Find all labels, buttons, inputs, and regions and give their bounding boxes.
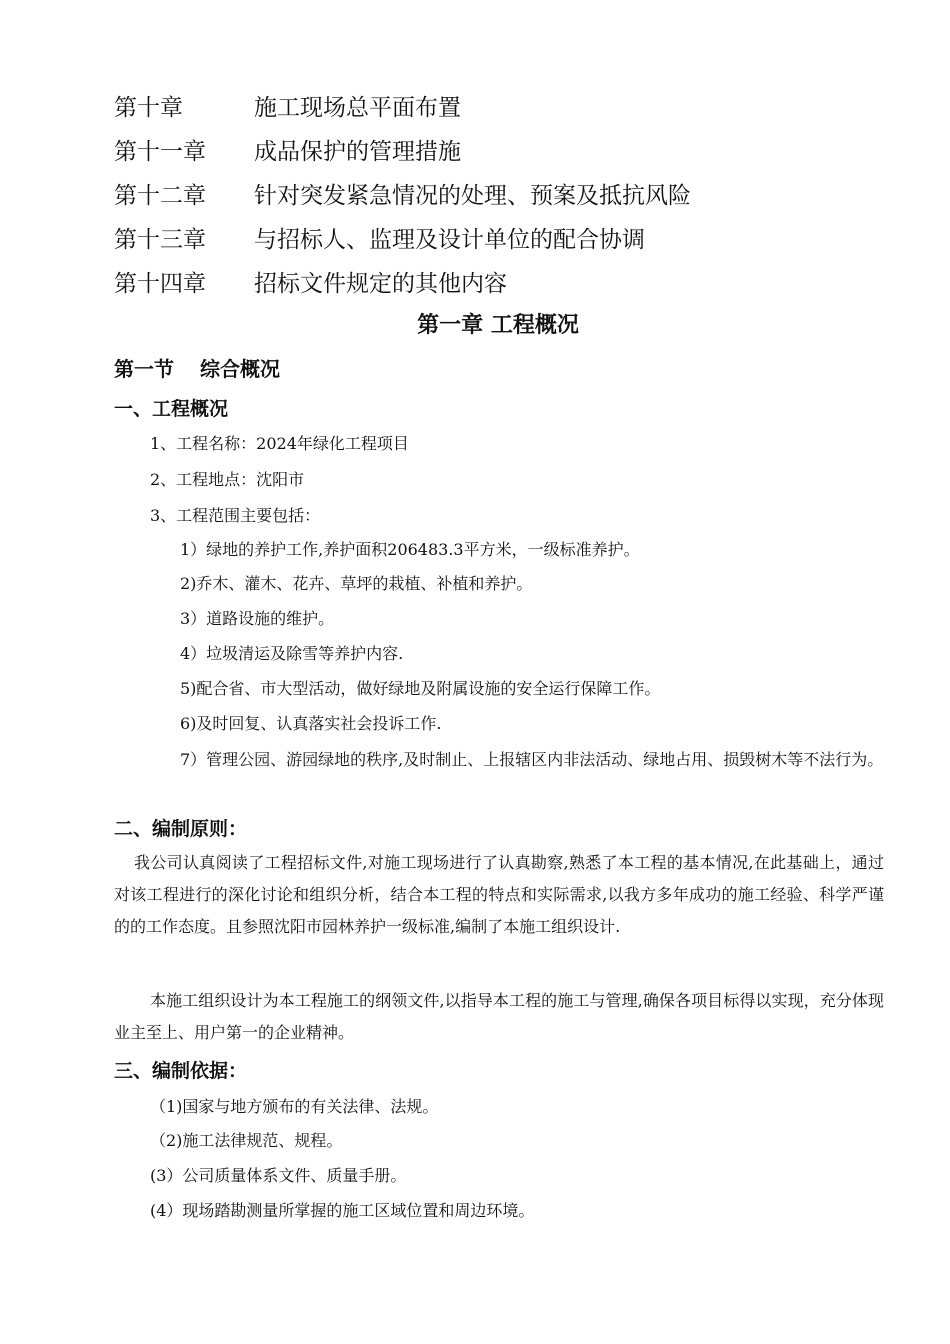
toc-chapter-title: 针对突发紧急情况的处理、预案及抵抗风险	[254, 183, 691, 209]
toc-chapter-number: 第十二章	[114, 183, 206, 209]
scope-item: 4）垃圾清运及除雪等养护内容.	[180, 644, 404, 663]
toc-chapter-title: 招标文件规定的其他内容	[254, 271, 507, 297]
heading-principles: 二、编制原则：	[114, 818, 248, 840]
section-number: 第一节	[114, 357, 174, 381]
scope-item: 1）绿地的养护工作,养护面积206483.3平方米，一级标准养护。	[180, 540, 640, 559]
heading-basis: 三、编制依据：	[114, 1060, 248, 1082]
scope-item: 3）道路设施的维护。	[180, 609, 335, 628]
scope-item: 7）管理公园、游园绿地的秩序,及时制止、上报辖区内非法活动、绿地占用、损毁树木等不法行为。	[180, 750, 884, 769]
toc-chapter-number: 第十四章	[114, 271, 206, 297]
overview-item: 3、工程范围主要包括：	[150, 506, 321, 525]
heading-project-overview: 一、工程概况	[114, 398, 229, 420]
section-name: 综合概况	[200, 357, 280, 381]
principles-paragraph: 本施工组织设计为本工程施工的纲领文件,以指导本工程的施工与管理,确保各项目标得以实现，充分体现业主至上、用户第一的企业精神。	[114, 991, 884, 1042]
toc-chapter-number: 第十三章	[114, 227, 206, 253]
scope-item: 6)及时回复、认真落实社会投诉工作.	[180, 714, 442, 733]
toc-entry	[114, 86, 874, 130]
overview-item: 1、工程名称：2024年绿化工程项目	[150, 434, 409, 453]
toc-chapter-title: 施工现场总平面布置	[254, 95, 461, 121]
toc-entry	[114, 262, 874, 306]
table-of-contents	[114, 86, 874, 306]
toc-chapter-title: 成品保护的管理措施	[254, 139, 461, 165]
basis-item: (4）现场踏勘测量所掌握的施工区域位置和周边环境。	[150, 1201, 535, 1220]
toc-entry	[114, 218, 874, 262]
section-title	[114, 350, 280, 388]
principles-paragraph: 我公司认真阅读了工程招标文件,对施工现场进行了认真勘察,熟悉了本工程的基本情况,在此基础上，通过对该工程进行的深化讨论和组织分析，结合本工程的特点和实际需求,以我方多年成功的施工经验、科学严谨的的工作态度。且参照沈阳市园林养护一级标准,编制了本施工组织设计.	[114, 853, 884, 936]
toc-chapter-title: 与招标人、监理及设计单位的配合协调	[254, 227, 645, 253]
chapter-title: 第一章 工程概况	[417, 313, 579, 338]
basis-item: (3）公司质量体系文件、质量手册。	[150, 1166, 407, 1185]
basis-item: （2)施工法律规范、规程。	[150, 1131, 343, 1150]
toc-entry	[114, 130, 874, 174]
toc-entry	[114, 174, 874, 218]
scope-item: 5)配合省、市大型活动，做好绿地及附属设施的安全运行保障工作。	[180, 679, 661, 698]
toc-chapter-number: 第十章	[114, 95, 183, 121]
toc-chapter-number: 第十一章	[114, 139, 206, 165]
scope-item: 2)乔木、灌木、花卉、草坪的栽植、补植和养护。	[180, 574, 533, 593]
basis-item: （1)国家与地方颁布的有关法律、法规。	[150, 1097, 439, 1116]
overview-item: 2、工程地点：沈阳市	[150, 470, 305, 489]
